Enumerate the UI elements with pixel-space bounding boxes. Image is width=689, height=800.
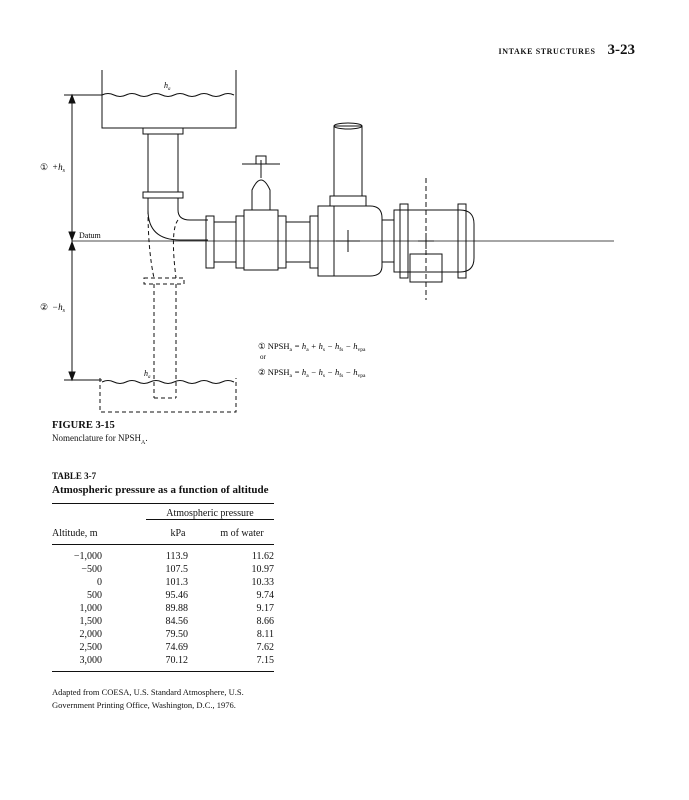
- minus-hs-label: $-h_s$: [52, 302, 65, 314]
- table-row: [52, 563, 274, 576]
- cell-m-water: 7.15: [256, 655, 274, 666]
- table-row: [52, 654, 274, 667]
- cell-m-water: 8.11: [256, 629, 274, 640]
- footnote-line-1: Adapted from COESA, U.S. Standard Atmosphere, U.S.: [52, 687, 244, 697]
- section-title: INTAKE STRUCTURES: [498, 47, 596, 56]
- table-body: [52, 550, 274, 667]
- equation-or: or: [260, 353, 266, 361]
- col-header-altitude: Altitude, m: [52, 528, 98, 539]
- discharge-pipe: [334, 126, 362, 196]
- cell-kpa: 95.46: [165, 590, 188, 601]
- col-header-kpa: kPa: [170, 528, 186, 539]
- cell-m-water: 7.62: [256, 642, 274, 653]
- cell-altitude: 0: [97, 577, 102, 588]
- table-footnote: [52, 686, 292, 712]
- table-row: [52, 550, 274, 563]
- ha-lower-label: $h_a$: [144, 369, 151, 380]
- cell-kpa: 74.69: [165, 642, 188, 653]
- cell-altitude: 1,000: [79, 603, 102, 614]
- table-row: [52, 602, 274, 615]
- cell-altitude: 3,000: [79, 655, 102, 666]
- atmospheric-pressure-table: [52, 500, 274, 672]
- figure-3-15-diagram: [30, 60, 630, 420]
- table-row: [52, 641, 274, 654]
- equation-2: ② $NPSH_a$ = $h_a$ − $h_s$ − $h_{fs}$ − $h_{vpa}$: [258, 367, 366, 379]
- figure-label: FIGURE 3-15: [52, 420, 115, 431]
- cell-altitude: 2,000: [79, 629, 102, 640]
- cell-kpa: 107.5: [165, 564, 188, 575]
- cell-altitude: 1,500: [79, 616, 102, 627]
- cell-kpa: 84.56: [165, 616, 188, 627]
- table-row: [52, 628, 274, 641]
- cell-kpa: 113.9: [165, 551, 188, 562]
- upper-water-surface: [102, 94, 234, 97]
- cell-altitude: 2,500: [79, 642, 102, 653]
- cell-m-water: 9.74: [256, 590, 274, 601]
- marker-1: ①: [40, 162, 49, 172]
- col-header-m-water: m of water: [220, 528, 264, 539]
- equation-1: ① $NPSH_a$ = $h_a$ + $h_s$ − $h_{fs}$ − $h_{vpa}$: [258, 341, 366, 353]
- datum-label: Datum: [79, 231, 101, 240]
- cell-m-water: 10.97: [251, 564, 274, 575]
- table-row: [52, 576, 274, 589]
- page-number: 3-23: [607, 42, 635, 58]
- gate-valve-body: [244, 210, 278, 270]
- table-title: Atmospheric pressure as a function of altitude: [52, 484, 269, 496]
- lower-water-surface: [102, 381, 234, 384]
- cell-m-water: 11.62: [251, 551, 274, 562]
- cell-kpa: 70.12: [165, 655, 188, 666]
- figure-caption: Nomenclature for $NPSH_A$.: [52, 433, 148, 446]
- npsh-diagram: [30, 60, 630, 420]
- table-label: TABLE 3-7: [52, 471, 97, 481]
- table-row: [52, 589, 274, 602]
- plus-hs-label: $+h_s$: [52, 162, 65, 174]
- cell-m-water: 10.33: [251, 577, 274, 588]
- cell-kpa: 79.50: [165, 629, 188, 640]
- cell-m-water: 9.17: [256, 603, 274, 614]
- footnote-line-2: Government Printing Office, Washington, D.C., 1976.: [52, 700, 236, 710]
- marker-2: ②: [40, 302, 49, 312]
- ha-upper-label: $h_a$: [164, 81, 171, 92]
- upper-tank: [102, 70, 236, 128]
- cell-kpa: 89.88: [165, 603, 188, 614]
- cell-altitude: −500: [81, 564, 102, 575]
- page-header: [499, 42, 635, 59]
- cell-altitude: −1,000: [73, 551, 102, 562]
- table-row: [52, 615, 274, 628]
- cell-m-water: 8.66: [256, 616, 274, 627]
- cell-kpa: 101.3: [165, 577, 188, 588]
- group-header: Atmospheric pressure: [146, 507, 274, 520]
- cell-altitude: 500: [87, 590, 102, 601]
